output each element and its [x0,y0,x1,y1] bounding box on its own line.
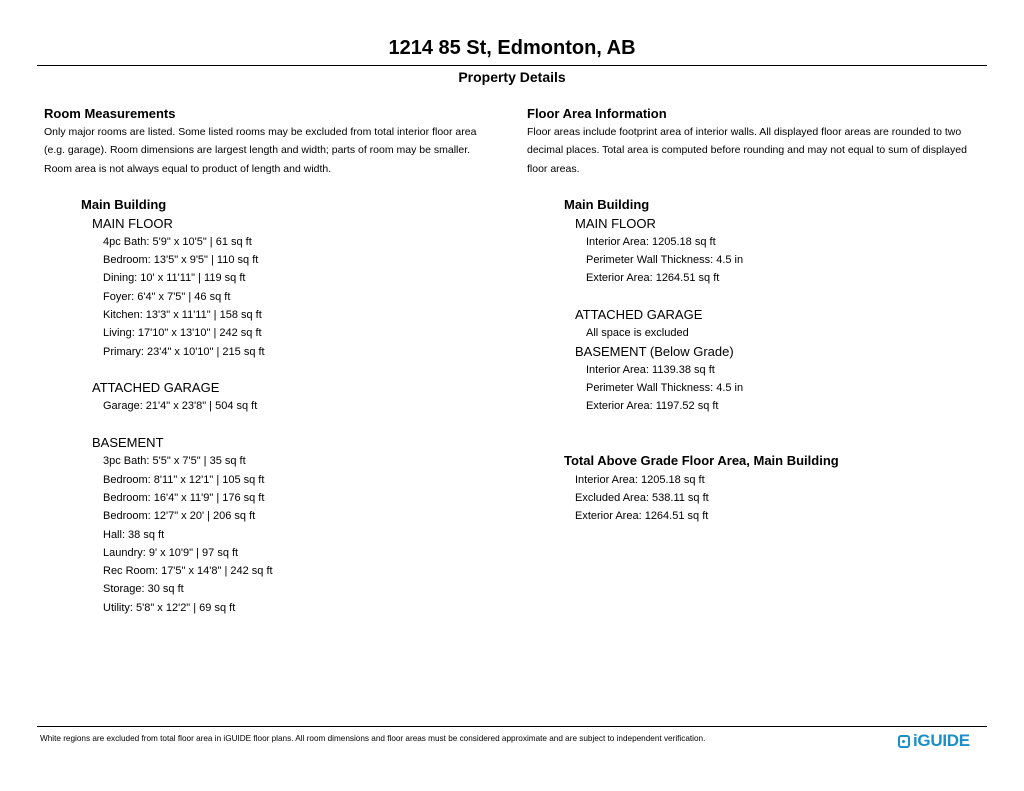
description-line: floor areas. [527,162,580,175]
iguide-logo-text: iGUIDE [913,731,970,750]
room-measurements-section [44,105,504,617]
room-measurements-heading: Room Measurements [44,106,176,121]
floor-name-basement: BASEMENT (Below Grade) [575,343,734,359]
total-area-entry: Excluded Area: 538.11 sq ft [575,491,709,504]
description-line: decimal places. Total area is computed before rounding and may not equal to sum of displayed [527,144,967,157]
iguide-logo [898,730,970,752]
room-list [81,196,504,617]
header-divider [37,65,987,66]
spacer [564,434,992,452]
area-entry: Exterior Area: 1264.51 sq ft [586,272,720,285]
room-entry: Bedroom: 8'11" x 12'1" | 105 sq ft [103,473,265,486]
area-entry: Perimeter Wall Thickness: 4.5 in [586,254,744,267]
total-area-entry: Exterior Area: 1264.51 sq ft [575,510,709,523]
total-area-heading: Total Above Grade Floor Area, Main Building [564,453,839,469]
description-line: Room area is not always equal to product of length and width. [44,162,332,175]
spacer [564,416,992,434]
room-entry: Hall: 38 sq ft [103,528,165,541]
floor-name-garage: ATTACHED GARAGE [575,307,703,322]
building-name: Main Building [564,197,650,213]
room-entry: Laundry: 9' x 10'9" | 97 sq ft [103,546,239,559]
footer-divider [37,726,987,727]
room-entry: Utility: 5'8" x 12'2" | 69 sq ft [103,601,236,614]
area-entry: Exterior Area: 1197.52 sq ft [586,400,719,413]
room-entry: Garage: 21'4" x 23'8" | 504 sq ft [103,400,258,413]
floor-name-garage: ATTACHED GARAGE [92,380,220,396]
room-entry: Bedroom: 13'5" x 9'5" | 110 sq ft [103,254,259,267]
room-entry: 3pc Bath: 5'5" x 7'5" | 35 sq ft [103,455,246,468]
floor-area-section [527,105,992,526]
area-entry: Interior Area: 1205.18 sq ft [586,235,716,248]
floor-name-basement: BASEMENT [92,435,164,451]
room-entry: Dining: 10' x 11'11" | 119 sq ft [103,272,246,285]
total-area-entry: Interior Area: 1205.18 sq ft [575,473,705,486]
building-name: Main Building [81,197,167,213]
floor-area-description [527,123,992,178]
room-entry: Rec Room: 17'5" x 14'8" | 242 sq ft [103,565,273,578]
room-entry: Bedroom: 16'4" x 11'9" | 176 sq ft [103,491,265,504]
area-entry: Perimeter Wall Thickness: 4.5 in [586,382,744,395]
room-measurements-description [44,123,504,178]
description-line: Floor areas include footprint area of interior walls. All displayed floor areas are rounded to two [527,126,962,138]
description-line: (e.g. garage). Room dimensions are largest length and width; parts of room may be smaller. [44,144,471,157]
spacer [81,416,504,434]
room-entry: Kitchen: 13'3" x 11'11" | 158 sq ft [103,309,262,321]
area-entry: All space is excluded [586,327,689,340]
area-entry: Interior Area: 1139.38 sq ft [586,363,715,376]
room-entry: Living: 17'10" x 13'10" | 242 sq ft [103,327,262,340]
room-entry: Primary: 23'4" x 10'10" | 215 sq ft [103,345,265,358]
floor-area-list [564,196,992,525]
floor-area-heading: Floor Area Information [527,106,667,121]
iguide-logo-icon [898,735,910,748]
description-line: Only major rooms are listed. Some listed rooms may be excluded from total interior floor area [44,126,477,138]
floor-name-main: MAIN FLOOR [575,215,656,231]
footer-disclaimer: White regions are excluded from total floor area in iGUIDE floor plans. All room dimensions and floor areas must be considered approximate and are subject to independent verification. [40,734,706,743]
room-entry: Bedroom: 12'7" x 20' | 206 sq ft [103,510,256,523]
room-entry: Storage: 30 sq ft [103,583,184,596]
page-title: 1214 85 St, Edmonton, AB [388,37,636,59]
spacer [564,288,992,306]
room-entry: Foyer: 6'4" x 7'5" | 46 sq ft [103,290,231,303]
room-entry: 4pc Bath: 5'9" x 10'5" | 61 sq ft [103,235,252,248]
page-subtitle: Property Details [458,69,566,85]
floor-name-main: MAIN FLOOR [92,215,173,231]
spacer [81,361,504,379]
